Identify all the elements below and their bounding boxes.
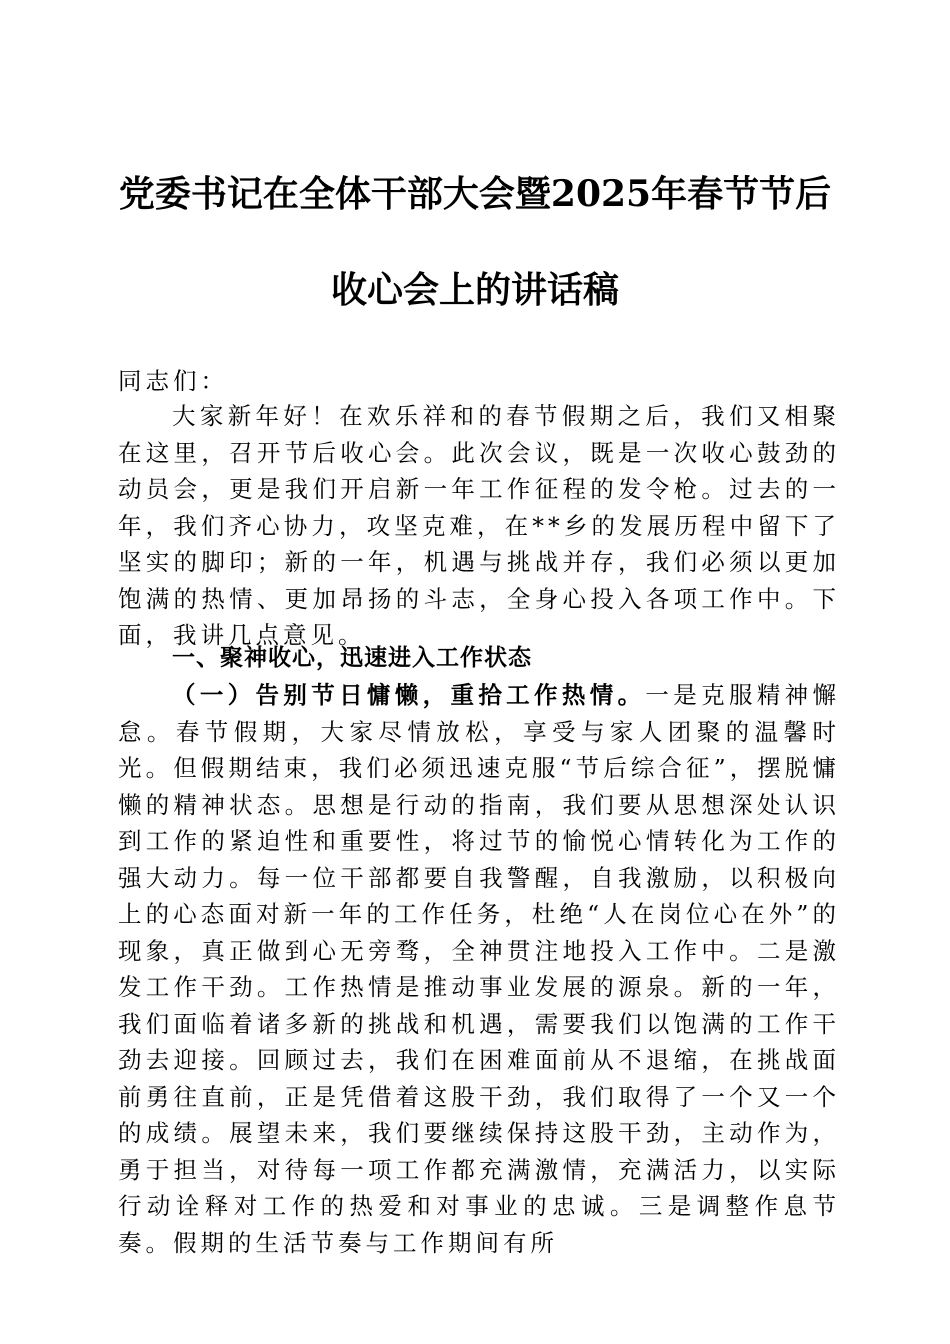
section-1-paragraph-1: [118, 677, 840, 1261]
subsection-1-text: 一是克服精神懈怠。春节假期，大家尽情放松，享受与家人团聚的温馨时光。但假期结束，我们必须迅速克服“节后综合征”，摆脱慵懒的精神状态。思想是行动的指南，我们要从思想深处认识到工作的紧迫性和重要性，将过节的愉悦心情转化为工作的强大动力。每一位干部都要自我警醒，自我激励，以积极向上的心态面对新一年的工作任务，杜绝“人在岗位心在外”的现象，真正做到心无旁骛，全神贯注地投入工作中。二是激发工作干劲。工作热情是推动事业发展的源泉。新的一年，我们面临着诸多新的挑战和机遇，需要我们以饱满的工作干劲去迎接。回顾过去，我们在困难面前从不退缩，在挑战面前勇往直前，正是凭借着这股干劲，我们取得了一个又一个的成绩。展望未来，我们要继续保持这股干劲，主动作为，勇于担当，对待每一项工作都充满激情，充满活力，以实际行动诠释对工作的热爱和对事业的忠诚。三是调整作息节奏。假期的生活节奏与工作期间有所: [118, 681, 841, 1257]
subsection-1-heading: （一）告别节日慵懒，重拾工作热情。: [172, 681, 646, 709]
salutation: 同志们：: [118, 367, 228, 395]
document-title-line-2: 收心会上的讲话稿: [330, 269, 619, 311]
section-1-heading: 一、聚神收心，迅速进入工作状态: [172, 645, 532, 671]
intro-paragraph: 大家新年好！在欢乐祥和的春节假期之后，我们又相聚在这里，召开节后收心会。此次会议，既是一次收心鼓劲的动员会，更是我们开启新一年工作征程的发令枪。过去的一年，我们齐心协力，攻坚克难，在**乡的发展历程中留下了坚实的脚印；新的一年，机遇与挑战并存，我们必须以更加饱满的热情、更加昂扬的斗志，全身心投入各项工作中。下面，我讲几点意见。: [118, 402, 840, 649]
document-title-line-1: 党委书记在全体干部大会暨2025年春节节后: [118, 173, 832, 215]
